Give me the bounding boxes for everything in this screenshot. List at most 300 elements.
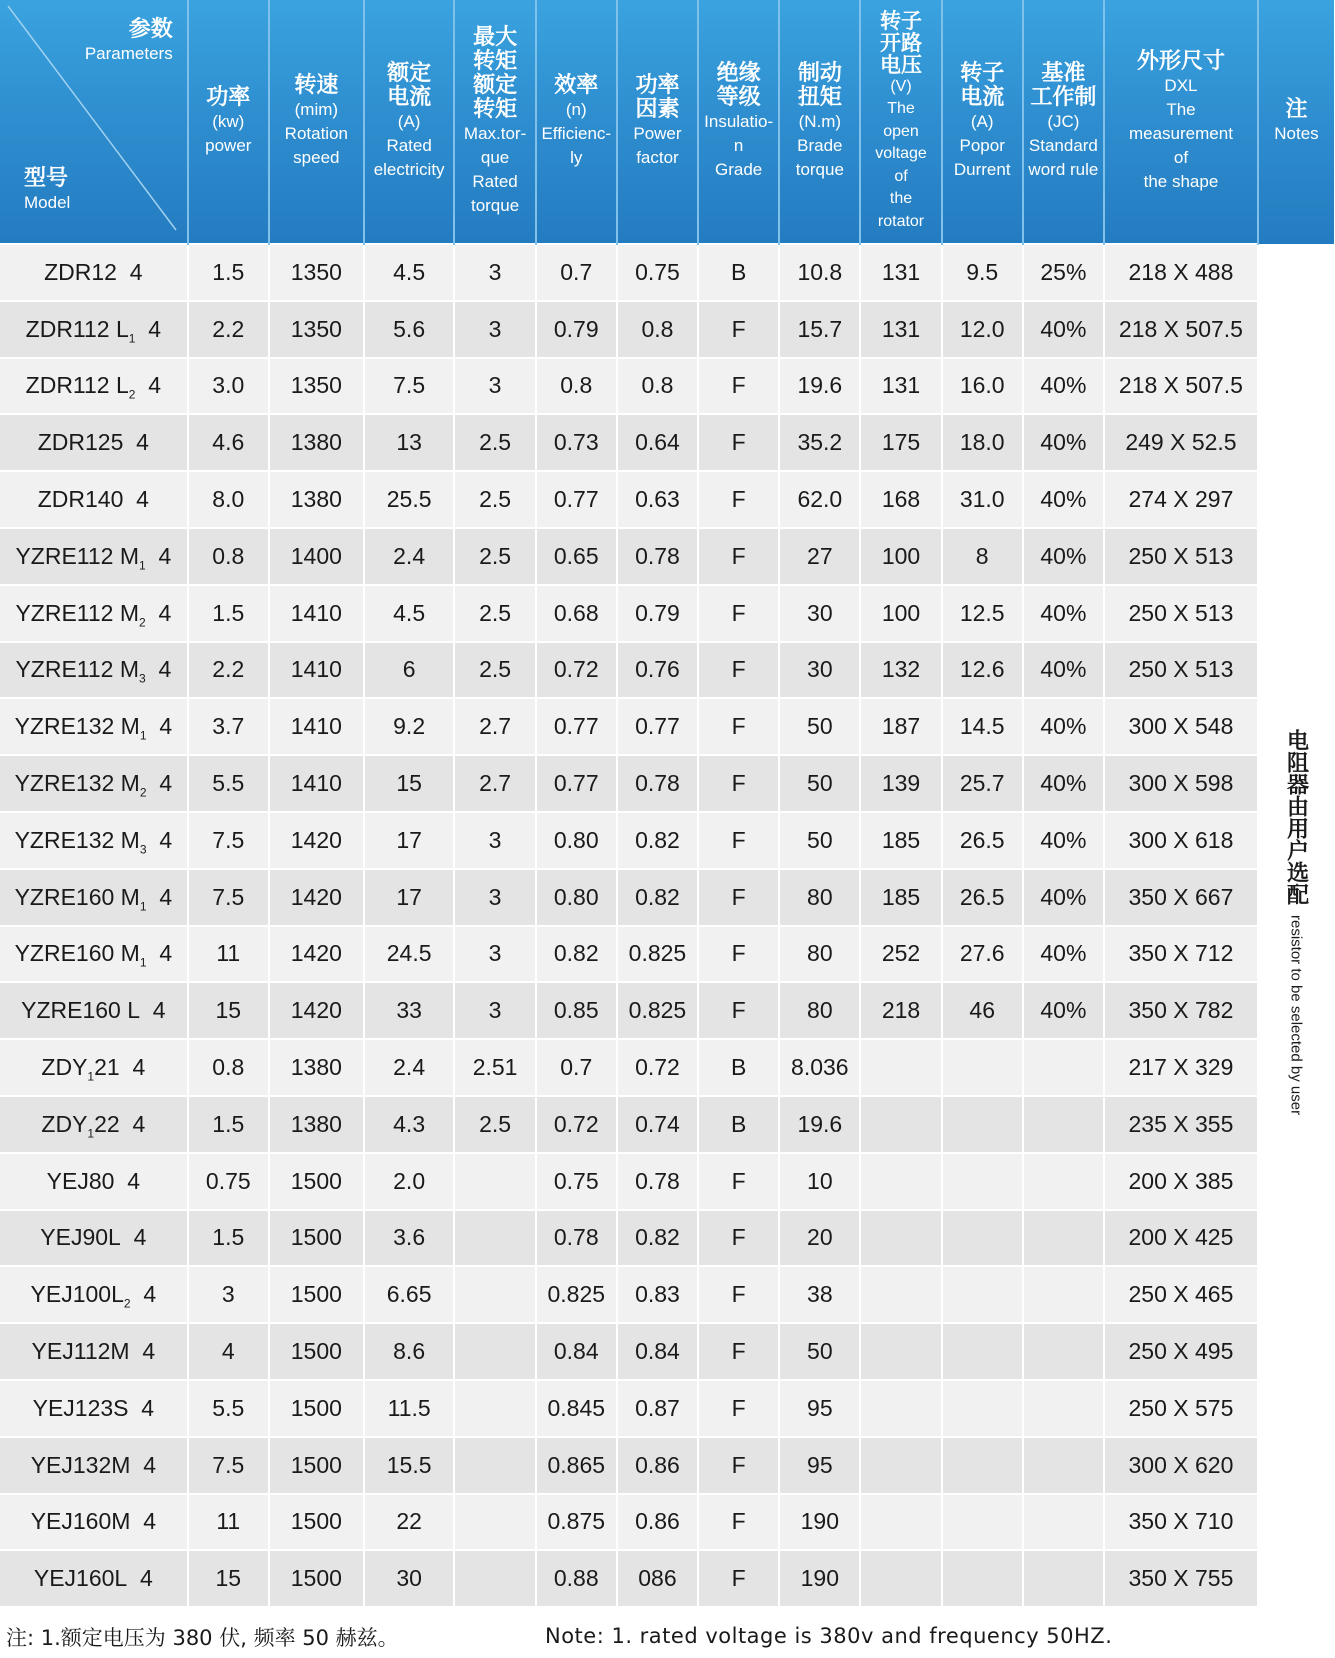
model-name: YEJ123S	[32, 1394, 129, 1421]
cell-rated-current: 33	[364, 982, 455, 1039]
cell-outline-dimensions: 250 X 575	[1104, 1380, 1258, 1437]
table-row	[0, 1550, 1334, 1606]
cell-rotor-current	[942, 1550, 1023, 1606]
cell-duty-cycle	[1023, 1210, 1104, 1267]
cell-power-factor: 0.79	[617, 585, 698, 642]
cell-outline-dimensions: 274 X 297	[1104, 471, 1258, 528]
cell-rated-current: 17	[364, 869, 455, 926]
cell-efficiency: 0.845	[536, 1380, 617, 1437]
cell-duty-cycle	[1023, 1550, 1104, 1606]
cell-rotation-speed: 1500	[269, 1266, 364, 1323]
cell-rotor-open-voltage: 218	[860, 982, 941, 1039]
cell-rotor-current	[942, 1437, 1023, 1494]
cell-outline-dimensions: 250 X 513	[1104, 585, 1258, 642]
cell-rotation-speed: 1350	[269, 358, 364, 415]
column-header-en: Notes	[1274, 124, 1319, 143]
cell-rotor-open-voltage	[860, 1039, 941, 1096]
cell-insulation-grade: F	[698, 1266, 779, 1323]
cell-max-torque-ratio	[454, 1266, 535, 1323]
cell-rotor-current: 12.6	[942, 642, 1023, 699]
cell-rotation-speed: 1420	[269, 926, 364, 983]
table-row	[0, 812, 1334, 869]
column-header-max-torque-ratio	[454, 0, 535, 244]
cell-duty-cycle: 40%	[1023, 301, 1104, 358]
cell-outline-dimensions: 300 X 548	[1104, 698, 1258, 755]
cell-brake-torque: 10.8	[779, 244, 860, 301]
cell-rated-current: 17	[364, 812, 455, 869]
cell-rotor-open-voltage	[860, 1153, 941, 1210]
cell-power: 0.75	[188, 1153, 269, 1210]
model-cell	[0, 1210, 188, 1267]
model-name: YEJ112M	[31, 1338, 130, 1365]
cell-max-torque-ratio: 3	[454, 869, 535, 926]
cell-power: 0.8	[188, 528, 269, 585]
cell-brake-torque: 38	[779, 1266, 860, 1323]
model-cell	[0, 1494, 188, 1551]
cell-efficiency: 0.865	[536, 1437, 617, 1494]
cell-power-factor: 0.74	[617, 1096, 698, 1153]
cell-rotor-current	[942, 1153, 1023, 1210]
cell-insulation-grade: B	[698, 1096, 779, 1153]
cell-power-factor: 0.8	[617, 358, 698, 415]
cell-power-factor: 0.87	[617, 1380, 698, 1437]
cell-rated-current: 3.6	[364, 1210, 455, 1267]
cell-insulation-grade: F	[698, 1494, 779, 1551]
cell-max-torque-ratio	[454, 1437, 535, 1494]
cell-insulation-grade: F	[698, 1550, 779, 1606]
cell-rotor-current: 16.0	[942, 358, 1023, 415]
model-cell	[0, 1437, 188, 1494]
column-header-en: (n) Efficienc- ly	[541, 99, 612, 167]
cell-power-factor: 0.76	[617, 642, 698, 699]
cell-power: 4	[188, 1323, 269, 1380]
cell-insulation-grade: F	[698, 301, 779, 358]
cell-rated-current: 25.5	[364, 471, 455, 528]
cell-rated-current: 15	[364, 755, 455, 812]
model-pole: 4	[129, 258, 143, 285]
cell-rotation-speed: 1500	[269, 1210, 364, 1267]
cell-power: 11	[188, 926, 269, 983]
column-header-rotation-speed	[269, 0, 364, 244]
table-row	[0, 1323, 1334, 1380]
cell-outline-dimensions: 218 X 507.5	[1104, 358, 1258, 415]
cell-power-factor: 0.83	[617, 1266, 698, 1323]
column-header-outline-dimensions	[1104, 0, 1258, 244]
model-cell	[0, 755, 188, 812]
cell-power-factor: 0.64	[617, 414, 698, 471]
cell-brake-torque: 190	[779, 1550, 860, 1606]
cell-rotation-speed: 1380	[269, 1096, 364, 1153]
cell-efficiency: 0.85	[536, 982, 617, 1039]
cell-power: 7.5	[188, 812, 269, 869]
model-cell	[0, 698, 188, 755]
cell-rotor-current: 8	[942, 528, 1023, 585]
cell-power-factor: 0.84	[617, 1323, 698, 1380]
cell-rotation-speed: 1500	[269, 1494, 364, 1551]
cell-power: 1.5	[188, 585, 269, 642]
model-name: YZRE112 M	[15, 656, 139, 683]
cell-efficiency: 0.88	[536, 1550, 617, 1606]
cell-max-torque-ratio: 2.5	[454, 1096, 535, 1153]
model-subscript: 2	[123, 1296, 131, 1311]
cell-power-factor: 0.86	[617, 1437, 698, 1494]
cell-rotor-current	[942, 1380, 1023, 1437]
cell-outline-dimensions: 249 X 52.5	[1104, 414, 1258, 471]
cell-efficiency: 0.79	[536, 301, 617, 358]
cell-duty-cycle	[1023, 1494, 1104, 1551]
model-subscript: 1	[139, 956, 147, 971]
cell-brake-torque: 27	[779, 528, 860, 585]
model-pole: 4	[158, 599, 172, 626]
cell-brake-torque: 15.7	[779, 301, 860, 358]
cell-brake-torque: 190	[779, 1494, 860, 1551]
header-row	[0, 0, 1334, 244]
cell-rotation-speed: 1420	[269, 982, 364, 1039]
cell-power: 4.6	[188, 414, 269, 471]
cell-power-factor: 0.86	[617, 1494, 698, 1551]
cell-power-factor: 0.8	[617, 301, 698, 358]
model-name: ZDY	[41, 1110, 88, 1137]
table-row	[0, 1380, 1334, 1437]
column-header-en: Power factor	[633, 123, 682, 167]
cell-rotor-open-voltage: 185	[860, 869, 941, 926]
model-cell	[0, 1096, 188, 1153]
model-pole: 4	[142, 1338, 156, 1365]
cell-duty-cycle: 40%	[1023, 358, 1104, 415]
cell-power-factor: 0.78	[617, 528, 698, 585]
column-header-cn: 功率 因素	[635, 72, 680, 122]
cell-rotation-speed: 1410	[269, 585, 364, 642]
cell-duty-cycle: 40%	[1023, 414, 1104, 471]
model-name: ZDR12	[44, 258, 117, 285]
column-header-en: (kw) power	[205, 111, 252, 155]
column-header-cn: 转子 开路 电压	[880, 8, 923, 77]
cell-power-factor: 0.77	[617, 698, 698, 755]
cell-brake-torque: 10	[779, 1153, 860, 1210]
cell-rated-current: 5.6	[364, 301, 455, 358]
cell-rotor-open-voltage: 185	[860, 812, 941, 869]
cell-rotor-open-voltage: 252	[860, 926, 941, 983]
cell-power: 3	[188, 1266, 269, 1323]
model-name: ZDR112 L	[25, 372, 129, 399]
cell-duty-cycle: 40%	[1023, 585, 1104, 642]
column-header-efficiency	[536, 0, 617, 244]
cell-rotor-current: 27.6	[942, 926, 1023, 983]
column-header-cn: 额定 电流	[387, 60, 432, 110]
cell-duty-cycle: 40%	[1023, 471, 1104, 528]
model-cell	[0, 1550, 188, 1606]
column-header-cn: 转速	[294, 72, 339, 98]
cell-insulation-grade: F	[698, 926, 779, 983]
table-row	[0, 244, 1334, 301]
cell-rotor-open-voltage	[860, 1380, 941, 1437]
cell-rotor-open-voltage: 131	[860, 244, 941, 301]
cell-efficiency: 0.77	[536, 698, 617, 755]
cell-brake-torque: 19.6	[779, 358, 860, 415]
table-row	[0, 1210, 1334, 1267]
model-name: YZRE132 M	[14, 826, 140, 853]
cell-rotor-current: 26.5	[942, 812, 1023, 869]
cell-rotation-speed: 1420	[269, 869, 364, 926]
cell-rated-current: 2.4	[364, 1039, 455, 1096]
cell-insulation-grade: F	[698, 869, 779, 926]
model-name: YZRE112 M	[15, 542, 139, 569]
cell-outline-dimensions: 300 X 598	[1104, 755, 1258, 812]
cell-rotor-open-voltage: 139	[860, 755, 941, 812]
model-pole: 4	[159, 940, 173, 967]
cell-brake-torque: 50	[779, 1323, 860, 1380]
footer-note-cn: 注: 1.额定电压为 380 伏, 频率 50 赫兹。	[6, 1626, 399, 1650]
cell-brake-torque: 62.0	[779, 471, 860, 528]
footer-note	[0, 1612, 1335, 1658]
cell-power: 5.5	[188, 1380, 269, 1437]
cell-power-factor: 0.825	[617, 926, 698, 983]
table-row	[0, 471, 1334, 528]
cell-rotor-current	[942, 1210, 1023, 1267]
table-row	[0, 869, 1334, 926]
cell-max-torque-ratio: 3	[454, 926, 535, 983]
cell-outline-dimensions: 300 X 620	[1104, 1437, 1258, 1494]
column-header-cn: 注	[1285, 97, 1308, 122]
cell-insulation-grade: F	[698, 585, 779, 642]
cell-power: 3.0	[188, 358, 269, 415]
column-header-cn: 效率	[554, 72, 599, 98]
model-pole: 4	[143, 1281, 157, 1308]
cell-power: 11	[188, 1494, 269, 1551]
cell-rotor-current: 31.0	[942, 471, 1023, 528]
cell-insulation-grade: F	[698, 1380, 779, 1437]
cell-rotor-current	[942, 1266, 1023, 1323]
model-name: YEJ90L	[40, 1224, 121, 1251]
cell-duty-cycle	[1023, 1380, 1104, 1437]
model-pole: 4	[152, 997, 166, 1024]
model-pole: 4	[132, 1110, 146, 1137]
column-header-insulation-grade	[698, 0, 779, 244]
cell-rated-current: 4.3	[364, 1096, 455, 1153]
model-cell	[0, 926, 188, 983]
cell-insulation-grade: F	[698, 414, 779, 471]
model-pole: 4	[159, 826, 173, 853]
model-name: YZRE160 L	[21, 997, 141, 1024]
column-header-rated-current	[364, 0, 455, 244]
cell-duty-cycle: 40%	[1023, 755, 1104, 812]
cell-power-factor: 0.825	[617, 982, 698, 1039]
cell-efficiency: 0.72	[536, 642, 617, 699]
cell-outline-dimensions: 250 X 513	[1104, 528, 1258, 585]
model-name: YEJ132M	[30, 1451, 131, 1478]
cell-rotor-open-voltage: 100	[860, 585, 941, 642]
cell-efficiency: 0.77	[536, 755, 617, 812]
cell-power: 15	[188, 1550, 269, 1606]
cell-insulation-grade: F	[698, 528, 779, 585]
model-cell	[0, 1039, 188, 1096]
cell-rotor-current	[942, 1494, 1023, 1551]
model-subscript: 2	[139, 785, 147, 800]
cell-outline-dimensions: 250 X 495	[1104, 1323, 1258, 1380]
cell-rotor-open-voltage	[860, 1266, 941, 1323]
cell-max-torque-ratio	[454, 1210, 535, 1267]
cell-duty-cycle	[1023, 1153, 1104, 1210]
cell-brake-torque: 8.036	[779, 1039, 860, 1096]
table-row	[0, 528, 1334, 585]
cell-efficiency: 0.68	[536, 585, 617, 642]
cell-brake-torque: 19.6	[779, 1096, 860, 1153]
model-name: ZDY	[41, 1054, 88, 1081]
cell-rotation-speed: 1380	[269, 1039, 364, 1096]
cell-rotor-open-voltage: 187	[860, 698, 941, 755]
column-header-power	[188, 0, 269, 244]
cell-brake-torque: 95	[779, 1380, 860, 1437]
model-name: YEJ160M	[30, 1508, 131, 1535]
cell-power-factor: 0.82	[617, 1210, 698, 1267]
table-row	[0, 926, 1334, 983]
footer-note-en: Note: 1. rated voltage is 380v and frequency 50HZ.	[545, 1624, 1113, 1648]
notes-vertical-text	[1280, 729, 1311, 1115]
model-suffix: 21	[94, 1054, 120, 1081]
cell-rated-current: 15.5	[364, 1437, 455, 1494]
cell-insulation-grade: F	[698, 358, 779, 415]
cell-insulation-grade: F	[698, 1153, 779, 1210]
notes-cn: 电阻器由用户选配	[1283, 729, 1309, 905]
model-name: YEJ80	[46, 1167, 115, 1194]
model-name: YZRE132 M	[14, 770, 140, 797]
table-row	[0, 1153, 1334, 1210]
table-row	[0, 301, 1334, 358]
cell-max-torque-ratio: 2.5	[454, 471, 535, 528]
cell-brake-torque: 30	[779, 585, 860, 642]
cell-insulation-grade: F	[698, 755, 779, 812]
model-name: ZDR140	[37, 486, 124, 513]
cell-power: 1.5	[188, 1210, 269, 1267]
cell-outline-dimensions: 218 X 507.5	[1104, 301, 1258, 358]
cell-insulation-grade: F	[698, 1210, 779, 1267]
model-cell	[0, 642, 188, 699]
cell-rotor-current: 18.0	[942, 414, 1023, 471]
cell-rotation-speed: 1380	[269, 414, 364, 471]
cell-max-torque-ratio: 2.5	[454, 414, 535, 471]
cell-power-factor: 086	[617, 1550, 698, 1606]
model-name: YZRE112 M	[15, 599, 139, 626]
cell-insulation-grade: F	[698, 471, 779, 528]
cell-rotor-open-voltage	[860, 1550, 941, 1606]
column-header-duty-cycle	[1023, 0, 1104, 244]
cell-outline-dimensions: 350 X 712	[1104, 926, 1258, 983]
column-header-cn: 基准 工作制	[1030, 60, 1097, 110]
cell-outline-dimensions: 250 X 465	[1104, 1266, 1258, 1323]
corner-parameters-en: Parameters	[84, 44, 173, 63]
model-pole: 4	[159, 883, 173, 910]
model-subscript: 2	[128, 388, 136, 403]
cell-insulation-grade: F	[698, 698, 779, 755]
cell-duty-cycle	[1023, 1266, 1104, 1323]
cell-duty-cycle: 40%	[1023, 926, 1104, 983]
column-header-cn: 最大 转矩 额定 转矩	[473, 24, 518, 122]
cell-rotation-speed: 1350	[269, 301, 364, 358]
model-subscript: 1	[128, 331, 136, 346]
cell-rotor-open-voltage	[860, 1494, 941, 1551]
cell-max-torque-ratio	[454, 1550, 535, 1606]
cell-duty-cycle: 25%	[1023, 244, 1104, 301]
cell-power-factor: 0.75	[617, 244, 698, 301]
cell-rated-current: 24.5	[364, 926, 455, 983]
cell-brake-torque: 30	[779, 642, 860, 699]
column-header-rotor-current	[942, 0, 1023, 244]
cell-duty-cycle: 40%	[1023, 812, 1104, 869]
column-header-cn: 制动 扭矩	[797, 60, 842, 110]
cell-efficiency: 0.8	[536, 358, 617, 415]
cell-efficiency: 0.73	[536, 414, 617, 471]
cell-rated-current: 6.65	[364, 1266, 455, 1323]
notes-en: resistor to be selected by user	[1287, 915, 1305, 1116]
cell-efficiency: 0.82	[536, 926, 617, 983]
cell-rated-current: 22	[364, 1494, 455, 1551]
cell-duty-cycle	[1023, 1437, 1104, 1494]
model-subscript: 1	[139, 728, 147, 743]
table-row	[0, 642, 1334, 699]
cell-rotor-open-voltage: 168	[860, 471, 941, 528]
model-cell	[0, 1266, 188, 1323]
model-cell	[0, 414, 188, 471]
cell-rated-current: 30	[364, 1550, 455, 1606]
table-row	[0, 1039, 1334, 1096]
model-subscript: 3	[139, 672, 146, 687]
cell-duty-cycle: 40%	[1023, 642, 1104, 699]
cell-power-factor: 0.82	[617, 812, 698, 869]
cell-duty-cycle: 40%	[1023, 698, 1104, 755]
model-pole: 4	[148, 315, 162, 342]
cell-max-torque-ratio	[454, 1323, 535, 1380]
model-cell	[0, 869, 188, 926]
cell-rotor-open-voltage: 175	[860, 414, 941, 471]
cell-efficiency: 0.65	[536, 528, 617, 585]
column-header-en: (A) Rated electricity	[373, 111, 445, 179]
cell-efficiency: 0.78	[536, 1210, 617, 1267]
model-subscript: 1	[87, 1069, 95, 1084]
table-row	[0, 1494, 1334, 1551]
cell-efficiency: 0.825	[536, 1266, 617, 1323]
cell-rotor-open-voltage	[860, 1096, 941, 1153]
model-cell	[0, 358, 188, 415]
model-name: ZDR112 L	[25, 315, 129, 342]
cell-power: 1.5	[188, 1096, 269, 1153]
model-subscript: 1	[139, 899, 147, 914]
model-pole: 4	[148, 372, 162, 399]
cell-max-torque-ratio: 2.5	[454, 528, 535, 585]
cell-brake-torque: 95	[779, 1437, 860, 1494]
cell-rated-current: 7.5	[364, 358, 455, 415]
column-header-en: (A) Popor Durrent	[953, 111, 1011, 179]
column-header-cn: 外形尺寸	[1136, 48, 1225, 74]
cell-rotor-current: 12.5	[942, 585, 1023, 642]
cell-power: 1.5	[188, 244, 269, 301]
cell-max-torque-ratio: 2.51	[454, 1039, 535, 1096]
cell-rotor-open-voltage: 131	[860, 301, 941, 358]
model-name: YEJ160L	[33, 1565, 128, 1592]
cell-rotation-speed: 1410	[269, 698, 364, 755]
cell-insulation-grade: F	[698, 642, 779, 699]
cell-rotor-current	[942, 1039, 1023, 1096]
cell-max-torque-ratio: 3	[454, 301, 535, 358]
cell-brake-torque: 20	[779, 1210, 860, 1267]
cell-rotor-open-voltage	[860, 1323, 941, 1380]
cell-brake-torque: 80	[779, 982, 860, 1039]
cell-efficiency: 0.80	[536, 812, 617, 869]
cell-insulation-grade: F	[698, 1437, 779, 1494]
model-name: YZRE160 M	[14, 940, 140, 967]
cell-rated-current: 2.0	[364, 1153, 455, 1210]
cell-power: 0.8	[188, 1039, 269, 1096]
cell-outline-dimensions: 350 X 755	[1104, 1550, 1258, 1606]
